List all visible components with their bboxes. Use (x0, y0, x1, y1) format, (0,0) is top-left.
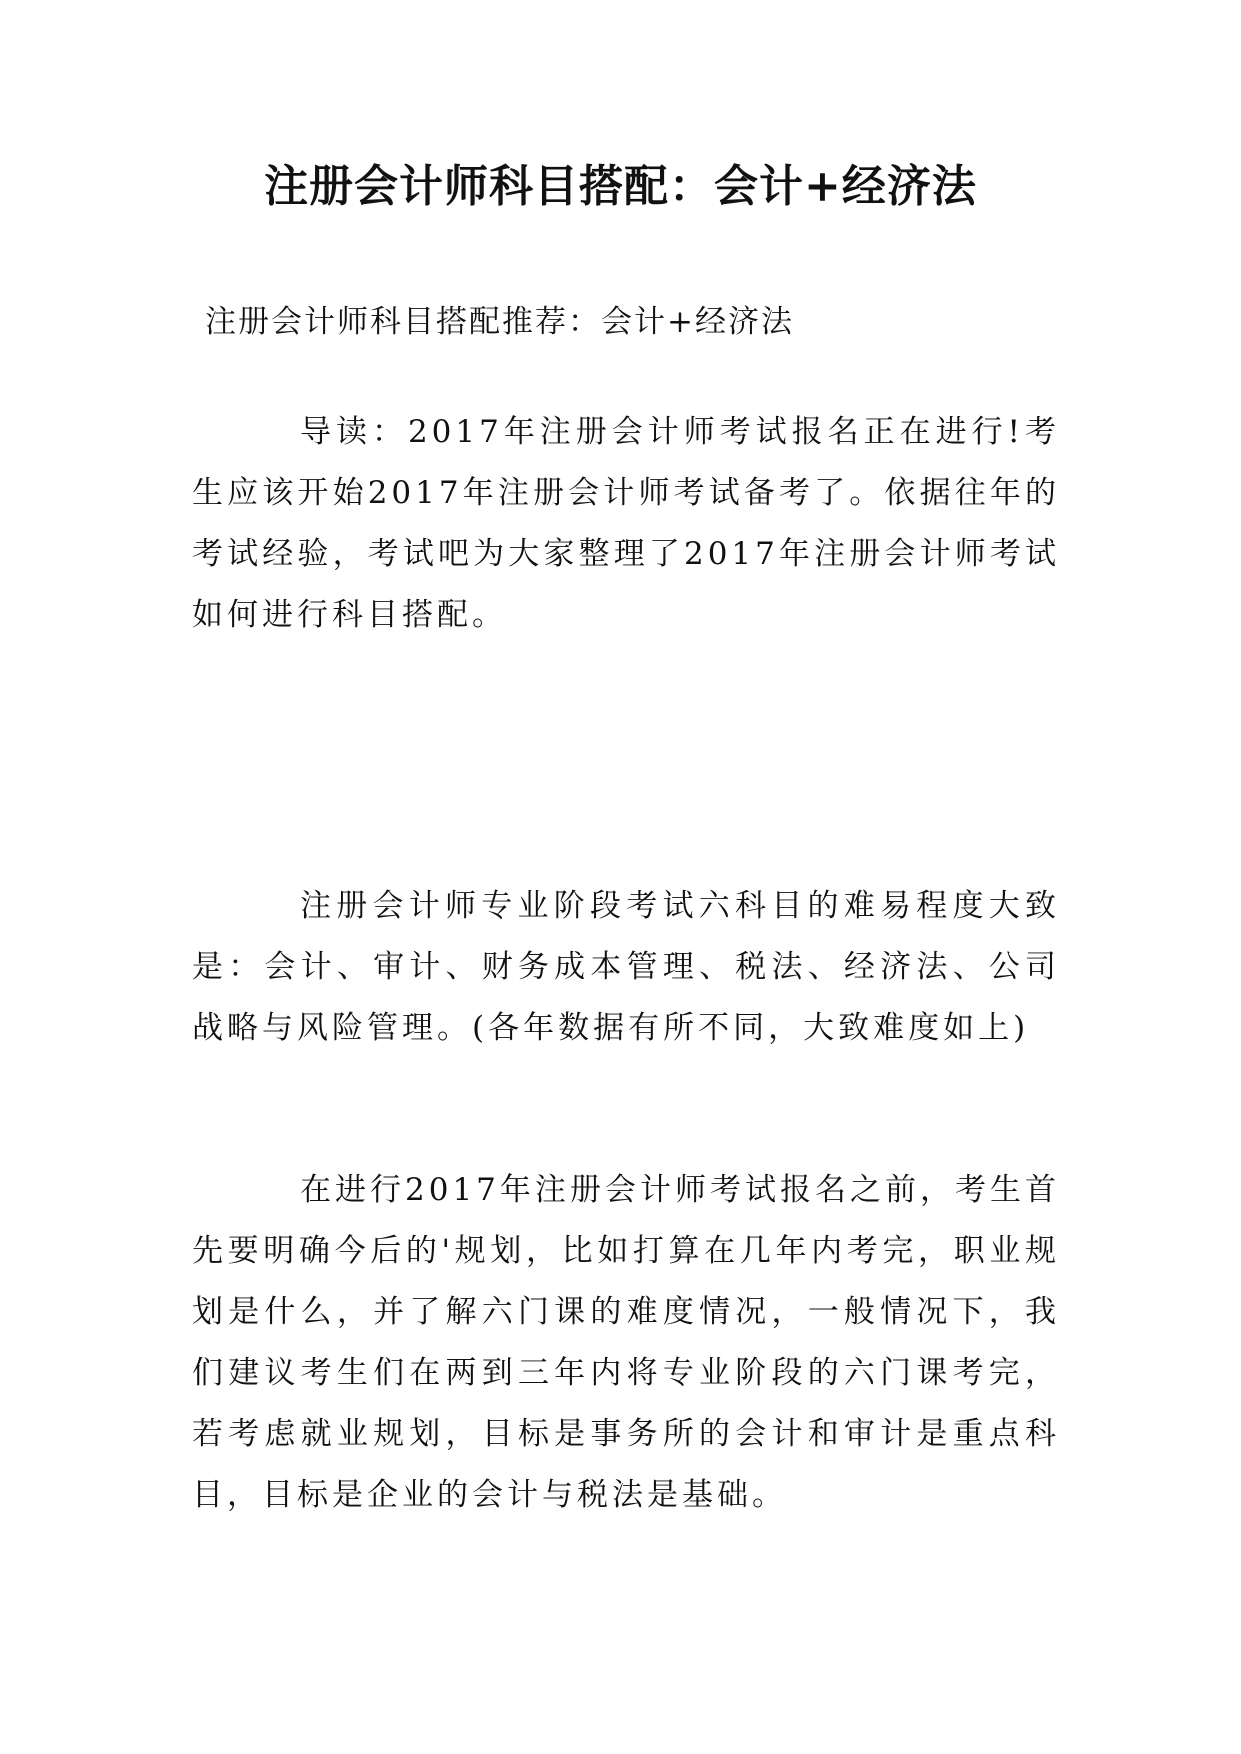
page-title: 注册会计师科目搭配：会计+经济法 (264, 161, 977, 212)
paragraph-planning: 在进行2017年注册会计师考试报名之前，考生首先要明确今后的'规划，比如打算在几年内考完，职业规划是什么，并了解六门课的难度情况，一般情况下，我们建议考生们在两到三年内将专业阶段的六门课考完，若考虑就业规划，目标是事务所的会计和审计是重点科目，目标是企业的会计与税法是基础。 (192, 1172, 1060, 1513)
paragraph-intro: 导读：2017年注册会计师考试报名正在进行!考生应该开始2017年注册会计师考试备考了。依据往年的考试经验，考试吧为大家整理了2017年注册会计师考试如何进行科目搭配。 (192, 414, 1060, 633)
subtitle: 注册会计师科目搭配推荐：会计+经济法 (205, 304, 794, 340)
paragraph-difficulty: 注册会计师专业阶段考试六科目的难易程度大致是：会计、审计、财务成本管理、税法、经济法、公司战略与风险管理。(各年数据有所不同，大致难度如上) (192, 888, 1060, 1046)
